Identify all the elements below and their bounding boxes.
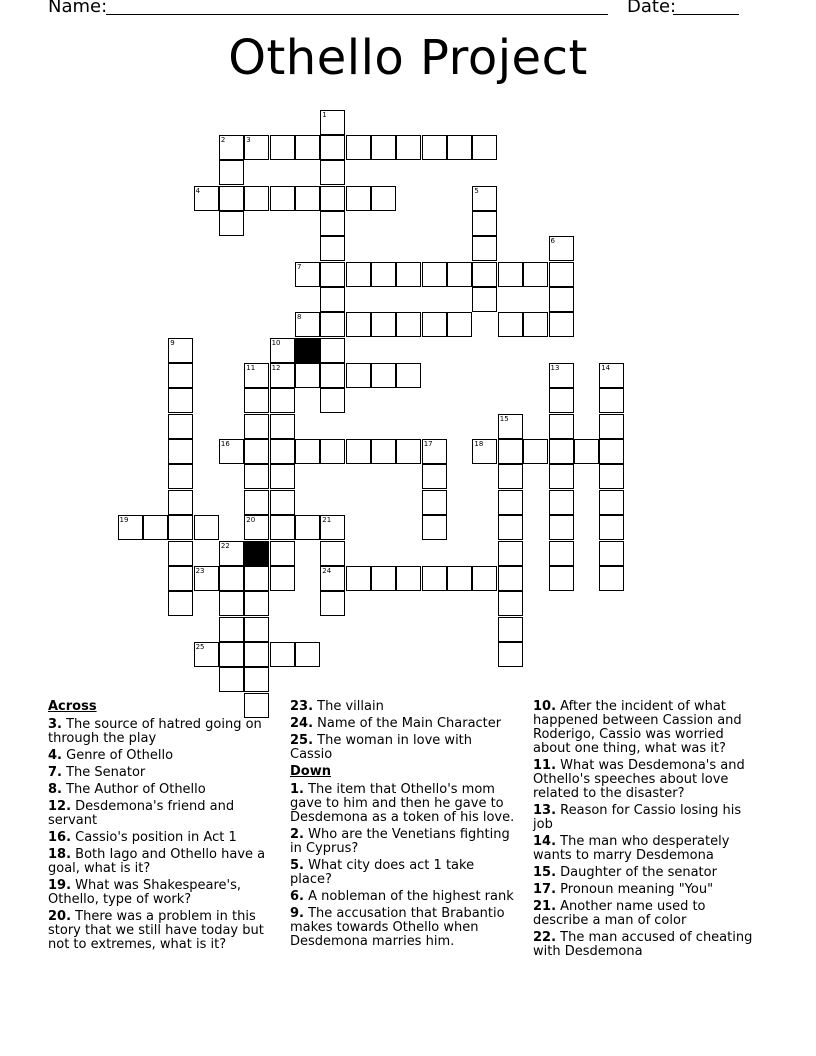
grid-cell[interactable] xyxy=(270,541,295,566)
grid-cell[interactable] xyxy=(371,135,396,160)
date-label: Date: xyxy=(627,0,677,17)
grid-cell[interactable] xyxy=(523,439,548,464)
grid-cell[interactable] xyxy=(447,262,472,287)
clue-number: 22 xyxy=(220,541,230,550)
grid-cell[interactable] xyxy=(219,541,244,566)
clue-number: 11 xyxy=(246,364,256,372)
grid-cell[interactable] xyxy=(244,186,269,211)
clue-text: What city does act 1 take place? xyxy=(290,858,475,887)
clue-text: Pronoun meaning "You" xyxy=(556,882,714,897)
clue-text: The source of hatred going on through the play xyxy=(48,717,262,746)
clue-number-label: 6. xyxy=(290,889,304,904)
grid-cell[interactable] xyxy=(396,312,421,337)
grid-cell[interactable] xyxy=(549,414,574,439)
grid-cell[interactable] xyxy=(244,414,269,439)
across-clue xyxy=(48,749,274,763)
grid-cell[interactable] xyxy=(295,312,320,337)
grid-cell[interactable] xyxy=(168,464,193,489)
clue-text: Genre of Othello xyxy=(61,748,174,763)
grid-cell[interactable] xyxy=(599,566,624,591)
clue-number-label: 22. xyxy=(533,930,557,945)
grid-cell[interactable] xyxy=(244,515,269,540)
grid-cell[interactable] xyxy=(320,515,345,540)
grid-cell[interactable] xyxy=(320,388,345,413)
down-clue xyxy=(533,900,759,928)
grid-cell[interactable] xyxy=(599,439,624,464)
grid-cell[interactable] xyxy=(244,642,269,667)
clue-text: Who are the Venetians fighting in Cyprus? xyxy=(290,827,510,856)
grid-cell[interactable] xyxy=(422,464,447,489)
clue-number-label: 4. xyxy=(48,748,62,763)
clue-text: After the incident of what happened between Cassion and Roderigo, Cassio was worried about one thing, what was it? xyxy=(533,699,742,756)
clue-text: The woman in love with Cassio xyxy=(290,733,473,762)
grid-cell[interactable] xyxy=(472,287,497,312)
grid-cell[interactable] xyxy=(270,642,295,667)
grid-cell[interactable] xyxy=(219,566,244,591)
grid-cell[interactable] xyxy=(498,642,523,667)
grid-cell[interactable] xyxy=(168,388,193,413)
grid-cell[interactable] xyxy=(371,363,396,388)
grid-cell[interactable] xyxy=(295,642,320,667)
grid-cell[interactable] xyxy=(472,135,497,160)
grid-cell[interactable] xyxy=(346,439,371,464)
clue-number-label: 21. xyxy=(533,899,557,914)
clue-number: 21 xyxy=(322,516,332,525)
grid-cell[interactable] xyxy=(320,135,345,160)
down-clue xyxy=(533,866,759,880)
grid-cell[interactable] xyxy=(320,287,345,312)
grid-cell[interactable] xyxy=(447,566,472,591)
grid-cell[interactable] xyxy=(549,236,574,261)
across-clue xyxy=(48,848,274,876)
grid-cell[interactable] xyxy=(523,312,548,337)
clue-text: Desdemona's friend and servant xyxy=(48,799,235,828)
grid-cell[interactable] xyxy=(244,439,269,464)
clue-number: 1 xyxy=(322,110,327,119)
grid-cell[interactable] xyxy=(219,186,244,211)
grid-cell[interactable] xyxy=(346,566,371,591)
grid-cell[interactable] xyxy=(599,464,624,489)
clue-text: The accusation that Brabantio makes towards Othello when Desdemona marries him. xyxy=(290,906,505,949)
clue-number: 16 xyxy=(220,440,230,449)
grid-cell[interactable] xyxy=(422,312,447,337)
across-clue xyxy=(48,718,274,746)
grid-cell[interactable] xyxy=(371,312,396,337)
grid-cell[interactable] xyxy=(371,439,396,464)
grid-cell[interactable] xyxy=(549,515,574,540)
grid-cell[interactable] xyxy=(219,211,244,236)
grid-cell[interactable] xyxy=(244,464,269,489)
grid-cell[interactable] xyxy=(422,262,447,287)
grid-cell[interactable] xyxy=(549,490,574,515)
grid-cell[interactable] xyxy=(396,262,421,287)
clue-number: 7 xyxy=(297,262,302,271)
clue-text: Name of the Main Character xyxy=(313,716,502,731)
clue-text: The man accused of cheating with Desdemona xyxy=(533,930,753,959)
grid-cell[interactable] xyxy=(498,515,523,540)
grid-cell[interactable] xyxy=(295,186,320,211)
grid-cell[interactable] xyxy=(295,515,320,540)
clue-number: 2 xyxy=(220,135,226,144)
grid-cell[interactable] xyxy=(422,566,447,591)
clue-text: The item that Othello's mom gave to him and then he gave to Desdemona as a token of his love. xyxy=(290,782,515,825)
clue-number: 10 xyxy=(271,338,281,347)
grid-cell[interactable] xyxy=(396,135,421,160)
clue-number-label: 1. xyxy=(290,782,304,797)
grid-cell[interactable] xyxy=(422,135,447,160)
clue-number-label: 20. xyxy=(48,909,72,924)
down-clue xyxy=(290,828,516,856)
grid-cell[interactable] xyxy=(168,591,193,616)
grid-cell[interactable] xyxy=(320,439,345,464)
clue-number: 6 xyxy=(550,237,555,246)
clue-number-label: 12. xyxy=(48,799,72,814)
grid-block-cell xyxy=(244,541,269,566)
clue-number-label: 5. xyxy=(290,858,304,873)
clue-text: Cassio's position in Act 1 xyxy=(71,830,237,845)
grid-cell[interactable] xyxy=(219,642,244,667)
grid-cell[interactable] xyxy=(498,617,523,642)
grid-cell[interactable] xyxy=(371,186,396,211)
grid-cell[interactable] xyxy=(447,312,472,337)
clue-number-label: 24. xyxy=(290,716,314,731)
across-clue xyxy=(48,766,274,780)
grid-cell[interactable] xyxy=(168,515,193,540)
clue-text: Both Iago and Othello have a goal, what is it? xyxy=(48,847,266,876)
grid-cell[interactable] xyxy=(472,211,497,236)
grid-cell[interactable] xyxy=(498,312,523,337)
grid-cell[interactable] xyxy=(599,414,624,439)
grid-cell[interactable] xyxy=(346,135,371,160)
grid-cell[interactable] xyxy=(320,186,345,211)
grid-cell[interactable] xyxy=(194,566,219,591)
grid-cell[interactable] xyxy=(498,566,523,591)
clues-column-2 xyxy=(290,700,516,952)
down-clue xyxy=(533,931,759,959)
grid-cell[interactable] xyxy=(396,363,421,388)
grid-cell[interactable] xyxy=(599,388,624,413)
grid-cell[interactable] xyxy=(168,541,193,566)
grid-cell[interactable] xyxy=(498,591,523,616)
clue-number: 15 xyxy=(499,414,509,423)
grid-cell[interactable] xyxy=(549,439,574,464)
clue-number: 25 xyxy=(195,642,205,651)
clue-number: 9 xyxy=(170,338,175,347)
grid-cell[interactable] xyxy=(194,515,219,540)
across-clue xyxy=(290,734,516,762)
grid-cell[interactable] xyxy=(599,515,624,540)
down-clue xyxy=(290,890,516,904)
grid-cell[interactable] xyxy=(168,363,193,388)
grid-cell[interactable] xyxy=(599,363,624,388)
grid-cell[interactable] xyxy=(549,363,574,388)
clue-number-label: 18. xyxy=(48,847,72,862)
grid-cell[interactable] xyxy=(244,363,269,388)
grid-cell[interactable] xyxy=(143,515,168,540)
grid-cell[interactable] xyxy=(244,617,269,642)
clue-number-label: 3. xyxy=(48,717,62,732)
grid-cell[interactable] xyxy=(270,490,295,515)
grid-cell[interactable] xyxy=(396,439,421,464)
grid-cell[interactable] xyxy=(549,566,574,591)
clue-number: 17 xyxy=(423,440,433,449)
clue-text: The villain xyxy=(313,699,384,714)
grid-cell[interactable] xyxy=(549,464,574,489)
clue-number-label: 14. xyxy=(533,834,557,849)
clue-number: 18 xyxy=(474,440,484,449)
clue-number-label: 15. xyxy=(533,865,557,880)
grid-cell[interactable] xyxy=(599,490,624,515)
grid-cell[interactable] xyxy=(549,312,574,337)
grid-cell[interactable] xyxy=(346,262,371,287)
grid-cell[interactable] xyxy=(472,566,497,591)
grid-cell[interactable] xyxy=(270,388,295,413)
clue-text: There was a problem in this story that we still have today but not to extremes, what is it? xyxy=(48,909,264,952)
grid-cell[interactable] xyxy=(498,439,523,464)
grid-cell[interactable] xyxy=(549,287,574,312)
grid-cell[interactable] xyxy=(118,515,143,540)
grid-cell[interactable] xyxy=(523,262,548,287)
clue-number-label: 19. xyxy=(48,878,72,893)
grid-cell[interactable] xyxy=(371,566,396,591)
grid-cell[interactable] xyxy=(270,515,295,540)
across-clue xyxy=(290,700,516,714)
grid-cell[interactable] xyxy=(295,363,320,388)
grid-cell[interactable] xyxy=(270,566,295,591)
grid-cell[interactable] xyxy=(219,439,244,464)
grid-cell[interactable] xyxy=(270,186,295,211)
grid-cell[interactable] xyxy=(346,363,371,388)
grid-cell[interactable] xyxy=(219,160,244,185)
grid-cell[interactable] xyxy=(498,414,523,439)
grid-cell[interactable] xyxy=(244,388,269,413)
across-clue xyxy=(48,783,274,797)
grid-cell[interactable] xyxy=(320,211,345,236)
clue-number: 13 xyxy=(550,364,560,372)
grid-cell[interactable] xyxy=(599,541,624,566)
grid-cell[interactable] xyxy=(219,667,244,692)
clue-number-label: 16. xyxy=(48,830,72,845)
grid-cell[interactable] xyxy=(270,338,295,363)
grid-cell[interactable] xyxy=(320,160,345,185)
clue-number-label: 13. xyxy=(533,803,557,818)
grid-cell[interactable] xyxy=(549,541,574,566)
across-clue xyxy=(290,717,516,731)
across-clue xyxy=(48,910,274,952)
across-clue xyxy=(48,831,274,845)
clue-text: The Author of Othello xyxy=(61,782,206,797)
grid-cell[interactable] xyxy=(320,312,345,337)
clue-number: 24 xyxy=(322,566,332,575)
down-clue xyxy=(533,804,759,832)
grid-cell[interactable] xyxy=(244,490,269,515)
grid-cell[interactable] xyxy=(472,236,497,261)
grid-cell[interactable] xyxy=(320,262,345,287)
clue-number-label: 17. xyxy=(533,882,557,897)
clue-number-label: 9. xyxy=(290,906,304,921)
across-clue xyxy=(48,879,274,907)
grid-cell[interactable] xyxy=(244,566,269,591)
grid-cell[interactable] xyxy=(498,490,523,515)
grid-cell[interactable] xyxy=(295,262,320,287)
grid-cell[interactable] xyxy=(219,591,244,616)
clue-text: Daughter of the senator xyxy=(556,865,717,880)
grid-cell[interactable] xyxy=(244,135,269,160)
clue-number: 23 xyxy=(195,566,205,575)
grid-cell[interactable] xyxy=(320,363,345,388)
page-title: Othello Project xyxy=(228,30,588,86)
across-clue xyxy=(48,800,274,828)
grid-cell[interactable] xyxy=(422,439,447,464)
grid-cell[interactable] xyxy=(320,541,345,566)
down-clue xyxy=(290,907,516,949)
grid-cell[interactable] xyxy=(194,642,219,667)
across-heading: Across xyxy=(48,699,97,714)
grid-cell[interactable] xyxy=(320,591,345,616)
grid-cell[interactable] xyxy=(320,236,345,261)
clue-number: 20 xyxy=(246,516,256,525)
clue-text: The Senator xyxy=(61,765,146,780)
grid-cell[interactable] xyxy=(320,110,345,135)
grid-cell[interactable] xyxy=(244,667,269,692)
grid-cell[interactable] xyxy=(472,262,497,287)
grid-cell[interactable] xyxy=(574,439,599,464)
clue-number-label: 23. xyxy=(290,699,314,714)
grid-cell[interactable] xyxy=(447,135,472,160)
clue-number-label: 7. xyxy=(48,765,62,780)
grid-cell[interactable] xyxy=(498,262,523,287)
grid-cell[interactable] xyxy=(270,439,295,464)
name-label: Name: xyxy=(48,0,108,17)
grid-cell[interactable] xyxy=(472,186,497,211)
clue-number: 14 xyxy=(601,364,611,372)
grid-cell[interactable] xyxy=(346,186,371,211)
grid-cell[interactable] xyxy=(194,186,219,211)
clues-column-3 xyxy=(533,700,759,962)
clue-number-label: 2. xyxy=(290,827,304,842)
down-clue xyxy=(533,883,759,897)
grid-cell[interactable] xyxy=(295,135,320,160)
clue-text: Reason for Cassio losing his job xyxy=(533,803,742,832)
clue-text: Another name used to describe a man of color xyxy=(533,899,706,928)
grid-cell[interactable] xyxy=(270,363,295,388)
grid-cell[interactable] xyxy=(244,591,269,616)
clue-text: What was Shakespeare's, Othello, type of work? xyxy=(48,878,242,907)
grid-cell[interactable] xyxy=(168,338,193,363)
clue-number-label: 11. xyxy=(533,758,557,773)
clues-column-1 xyxy=(48,700,274,955)
grid-cell[interactable] xyxy=(549,262,574,287)
grid-cell[interactable] xyxy=(219,135,244,160)
grid-cell[interactable] xyxy=(396,566,421,591)
down-clue xyxy=(533,759,759,801)
clue-number-label: 25. xyxy=(290,733,314,748)
down-clue xyxy=(533,700,759,756)
clue-number: 19 xyxy=(119,516,129,525)
grid-cell[interactable] xyxy=(498,464,523,489)
down-clue xyxy=(533,835,759,863)
grid-cell[interactable] xyxy=(270,135,295,160)
clue-number: 12 xyxy=(271,364,281,372)
clue-text: A nobleman of the highest rank xyxy=(303,889,514,904)
grid-cell[interactable] xyxy=(422,490,447,515)
grid-cell[interactable] xyxy=(320,338,345,363)
grid-cell[interactable] xyxy=(168,566,193,591)
clue-number: 4 xyxy=(195,186,201,195)
clue-number: 3 xyxy=(246,135,251,144)
clue-number-label: 8. xyxy=(48,782,62,797)
grid-cell[interactable] xyxy=(168,490,193,515)
grid-cell[interactable] xyxy=(549,388,574,413)
grid-cell[interactable] xyxy=(422,515,447,540)
down-clue xyxy=(290,859,516,887)
clue-text: The man who desperately wants to marry Desdemona xyxy=(533,834,730,863)
grid-cell[interactable] xyxy=(371,262,396,287)
down-clue xyxy=(290,783,516,825)
grid-block-cell xyxy=(295,338,320,363)
grid-cell[interactable] xyxy=(472,439,497,464)
down-heading: Down xyxy=(290,764,331,779)
grid-cell[interactable] xyxy=(168,439,193,464)
clue-number-label: 10. xyxy=(533,699,557,714)
grid-cell[interactable] xyxy=(320,566,345,591)
grid-cell[interactable] xyxy=(270,464,295,489)
grid-cell[interactable] xyxy=(270,414,295,439)
clue-text: What was Desdemona's and Othello's speeches about love related to the disaster? xyxy=(533,758,745,801)
grid-cell[interactable] xyxy=(219,617,244,642)
clue-number: 8 xyxy=(297,313,302,322)
clue-number: 5 xyxy=(474,186,479,195)
grid-cell[interactable] xyxy=(168,414,193,439)
grid-cell[interactable] xyxy=(295,439,320,464)
grid-cell[interactable] xyxy=(346,312,371,337)
grid-cell[interactable] xyxy=(498,541,523,566)
